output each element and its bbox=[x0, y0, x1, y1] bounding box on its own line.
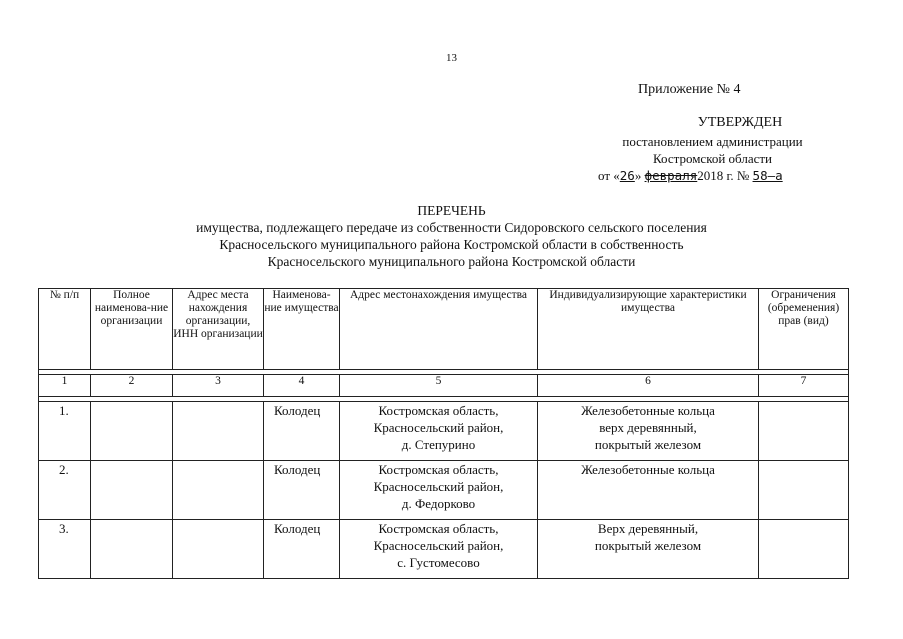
col-number: 5 bbox=[340, 375, 538, 397]
characteristic-line: Железобетонные кольца bbox=[581, 462, 715, 477]
address-line: д. Федорково bbox=[401, 496, 476, 511]
row-address bbox=[340, 520, 538, 579]
appendix-label: Приложение № 4 bbox=[638, 82, 741, 97]
row-address bbox=[340, 461, 538, 520]
table-row bbox=[39, 461, 849, 520]
address-line: Красносельский район, bbox=[373, 479, 504, 494]
row-name: Колодец bbox=[264, 402, 340, 461]
address-line: Красносельский район, bbox=[373, 420, 504, 435]
title-line-4: Красносельского муниципального района Костромской области bbox=[267, 254, 636, 269]
document-number: 58–а bbox=[752, 168, 783, 183]
row-org bbox=[91, 520, 173, 579]
row-num: 2. bbox=[39, 461, 91, 520]
approval-date-line bbox=[598, 168, 783, 184]
row-characteristics bbox=[538, 402, 759, 461]
table-header-row bbox=[39, 289, 849, 370]
col-number: 3 bbox=[173, 375, 264, 397]
col-header-characteristics: Индивидуализирующие характеристики имущества bbox=[538, 289, 759, 370]
address-line: Костромская область, bbox=[378, 462, 499, 477]
row-limits bbox=[759, 402, 849, 461]
address-line: Костромская область, bbox=[378, 403, 499, 418]
row-address bbox=[340, 402, 538, 461]
characteristic-line: Железобетонные кольца bbox=[581, 403, 715, 418]
col-number: 4 bbox=[264, 375, 340, 397]
col-header-name: Наименова-ние имущества bbox=[264, 289, 340, 370]
approved-line-2: Костромской области bbox=[652, 151, 773, 166]
col-number: 2 bbox=[91, 375, 173, 397]
characteristic-line: верх деревянный, bbox=[599, 420, 697, 435]
col-header-org-address: Адрес места нахождения организации, ИНН организации bbox=[173, 289, 264, 370]
approved-heading: УТВЕРЖДЕН bbox=[697, 115, 783, 130]
row-num: 1. bbox=[39, 402, 91, 461]
col-header-org: Полное наименова-ние организации bbox=[91, 289, 173, 370]
document-title: ПЕРЕЧЕНЬ bbox=[417, 203, 486, 218]
col-header-address: Адрес местонахождения имущества bbox=[340, 289, 538, 370]
col-number: 1 bbox=[39, 375, 91, 397]
row-limits bbox=[759, 520, 849, 579]
address-line: Костромская область, bbox=[378, 521, 499, 536]
row-name: Колодец bbox=[264, 461, 340, 520]
row-num: 3. bbox=[39, 520, 91, 579]
row-org-address bbox=[173, 520, 264, 579]
address-line: с. Густомесово bbox=[397, 555, 480, 570]
title-line-2: имущества, подлежащего передаче из собственности Сидоровского сельского поселения bbox=[196, 220, 707, 235]
column-numbers-row bbox=[39, 375, 849, 397]
row-name: Колодец bbox=[264, 520, 340, 579]
address-line: д. Степурино bbox=[401, 437, 476, 452]
table-row bbox=[39, 402, 849, 461]
characteristic-line: Верх деревянный, bbox=[597, 521, 699, 536]
property-table bbox=[38, 288, 849, 579]
date-day: 26 bbox=[619, 168, 635, 183]
date-year: 2018 г. № bbox=[697, 168, 750, 183]
row-org bbox=[91, 461, 173, 520]
date-month: февраля bbox=[644, 168, 698, 183]
characteristic-line: покрытый железом bbox=[594, 538, 702, 553]
row-org-address bbox=[173, 461, 264, 520]
col-number: 6 bbox=[538, 375, 759, 397]
address-line: Красносельский район, bbox=[373, 538, 504, 553]
page-number: 13 bbox=[446, 52, 457, 64]
title-line-3: Красносельского муниципального района Костромской области в собственность bbox=[219, 237, 684, 252]
table-row bbox=[39, 520, 849, 579]
date-prefix: от « bbox=[598, 168, 620, 183]
row-characteristics bbox=[538, 520, 759, 579]
date-mid: » bbox=[634, 168, 642, 183]
col-header-limits: Ограничения (обременения) прав (вид) bbox=[759, 289, 849, 370]
col-header-num: № п/п bbox=[39, 289, 91, 370]
row-limits bbox=[759, 461, 849, 520]
row-characteristics bbox=[538, 461, 759, 520]
row-org-address bbox=[173, 402, 264, 461]
row-org bbox=[91, 402, 173, 461]
approved-line-1: постановлением администрации bbox=[622, 134, 803, 149]
characteristic-line: покрытый железом bbox=[594, 437, 702, 452]
col-number: 7 bbox=[759, 375, 849, 397]
